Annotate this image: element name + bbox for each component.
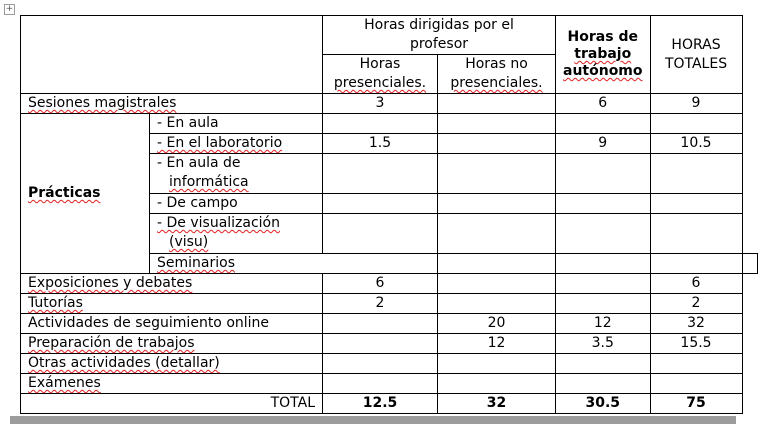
total-presenciales: 12.5 <box>323 394 438 414</box>
cell-autonomo <box>556 374 651 394</box>
cell-presenciales: 2 <box>323 294 438 314</box>
cell-presenciales <box>323 354 438 374</box>
cell-autonomo: 9 <box>556 134 651 154</box>
row-label-text: Actividades de seguimiento online <box>28 315 270 331</box>
cell-total <box>650 354 742 374</box>
row-label <box>21 94 323 114</box>
row-label <box>21 274 323 294</box>
row-label <box>150 214 323 254</box>
total-row <box>21 394 758 414</box>
hours-table <box>20 15 758 414</box>
header-dirigidas <box>323 16 556 55</box>
table-row <box>21 374 758 394</box>
cell-presenciales: 1.5 <box>323 134 438 154</box>
cell-autonomo: 12 <box>556 314 651 334</box>
header-no-presenciales <box>438 55 556 94</box>
header-dirigidas-line1: Horas dirigidas por el <box>364 17 514 33</box>
row-label <box>21 314 323 334</box>
cell-autonomo <box>556 154 651 194</box>
cell-no-presenciales <box>438 374 556 394</box>
cell-presenciales <box>438 254 556 274</box>
row-label-text: Exámenes <box>28 375 101 391</box>
cell-no-presenciales <box>438 274 556 294</box>
cell-presenciales <box>323 214 438 254</box>
practicas-label <box>21 114 150 274</box>
cell-no-presenciales: 12 <box>438 334 556 354</box>
cell-autonomo <box>556 194 651 214</box>
row-label-line2: informática <box>169 174 249 190</box>
total-total: 75 <box>650 394 742 414</box>
header-autonomo <box>556 16 651 94</box>
header-presenciales <box>323 55 438 94</box>
row-label-line1: - De visualización <box>157 215 280 231</box>
header-presenciales-line1: Horas <box>359 56 401 72</box>
table-row <box>21 334 758 354</box>
cell-total: 10.5 <box>650 134 742 154</box>
total-label: TOTAL <box>21 394 323 414</box>
cell-no-presenciales <box>438 294 556 314</box>
row-label <box>21 294 323 314</box>
cell-total: 6 <box>650 274 742 294</box>
table-row <box>21 114 758 134</box>
table-row <box>21 294 758 314</box>
cell-total <box>650 194 742 214</box>
cell-presenciales <box>323 334 438 354</box>
header-autonomo-line3: autónomo <box>563 63 643 79</box>
cell-presenciales <box>323 114 438 134</box>
cell-no-presenciales <box>438 94 556 114</box>
total-autonomo: 30.5 <box>556 394 651 414</box>
move-anchor-icon[interactable]: + <box>5 4 14 14</box>
bottom-scrollbar <box>10 416 736 424</box>
row-label-text: Tutorías <box>28 295 83 311</box>
row-label <box>150 134 323 154</box>
cell-no-presenciales <box>438 214 556 254</box>
cell-total <box>742 254 757 274</box>
header-totales-line2: TOTALES <box>664 55 728 72</box>
row-label: - De campo <box>150 194 323 214</box>
cell-autonomo <box>650 254 742 274</box>
header-presenciales-line2: presenciales. <box>333 75 427 91</box>
row-label-text: Sesiones magistrales <box>28 95 177 111</box>
table-row <box>21 274 758 294</box>
header-totales <box>650 16 742 94</box>
header-no-presenciales-line2: presenciales. <box>450 75 543 91</box>
cell-no-presenciales <box>438 114 556 134</box>
cell-total: 15.5 <box>650 334 742 354</box>
cell-autonomo <box>556 114 651 134</box>
header-empty-cell <box>21 16 323 94</box>
table-row <box>21 94 758 114</box>
row-label <box>21 374 323 394</box>
cell-total: 2 <box>650 294 742 314</box>
cell-autonomo: 3.5 <box>556 334 651 354</box>
row-label-text: Seminarios <box>157 255 235 271</box>
row-label-text: Otras actividades (detallar) <box>28 355 220 371</box>
cell-total <box>650 154 742 194</box>
table-row <box>21 314 758 334</box>
cell-autonomo <box>556 214 651 254</box>
table-row <box>21 354 758 374</box>
cell-presenciales: 6 <box>323 274 438 294</box>
cell-autonomo <box>556 274 651 294</box>
cell-autonomo: 6 <box>556 94 651 114</box>
cell-total: 32 <box>650 314 742 334</box>
row-label: - En aula <box>150 114 323 134</box>
cell-autonomo <box>556 294 651 314</box>
total-no-presenciales: 32 <box>438 394 556 414</box>
header-autonomo-line1: Horas de <box>567 29 638 45</box>
row-label-text: Preparación de trabajos <box>28 335 195 351</box>
row-label <box>21 354 323 374</box>
practicas-label-text: Prácticas <box>28 185 101 201</box>
cell-no-presenciales <box>438 154 556 194</box>
row-label <box>21 334 323 354</box>
header-dirigidas-line2: profesor <box>409 36 469 52</box>
cell-presenciales <box>323 194 438 214</box>
cell-no-presenciales: 20 <box>438 314 556 334</box>
cell-total <box>650 114 742 134</box>
cell-total <box>650 214 742 254</box>
header-totales-line1: HORAS <box>671 36 721 53</box>
cell-presenciales <box>323 314 438 334</box>
row-label-line1: - En aula de <box>157 155 241 171</box>
row-label <box>150 154 323 194</box>
cell-no-presenciales <box>438 354 556 374</box>
cell-presenciales <box>323 154 438 194</box>
cell-no-presenciales <box>438 134 556 154</box>
row-label-text: Exposiciones y debates <box>28 275 193 291</box>
row-label-line2: (visu) <box>169 234 209 250</box>
cell-total <box>650 374 742 394</box>
cell-no-presenciales <box>438 194 556 214</box>
cell-no-presenciales <box>556 254 651 274</box>
cell-presenciales <box>323 374 438 394</box>
cell-autonomo <box>556 354 651 374</box>
cell-total: 9 <box>650 94 742 114</box>
cell-presenciales: 3 <box>323 94 438 114</box>
row-label <box>150 254 438 274</box>
header-autonomo-line2: trabajo <box>574 46 632 62</box>
header-no-presenciales-line1: Horas no <box>465 56 528 72</box>
row-label-text: - En el laboratorio <box>157 135 283 151</box>
